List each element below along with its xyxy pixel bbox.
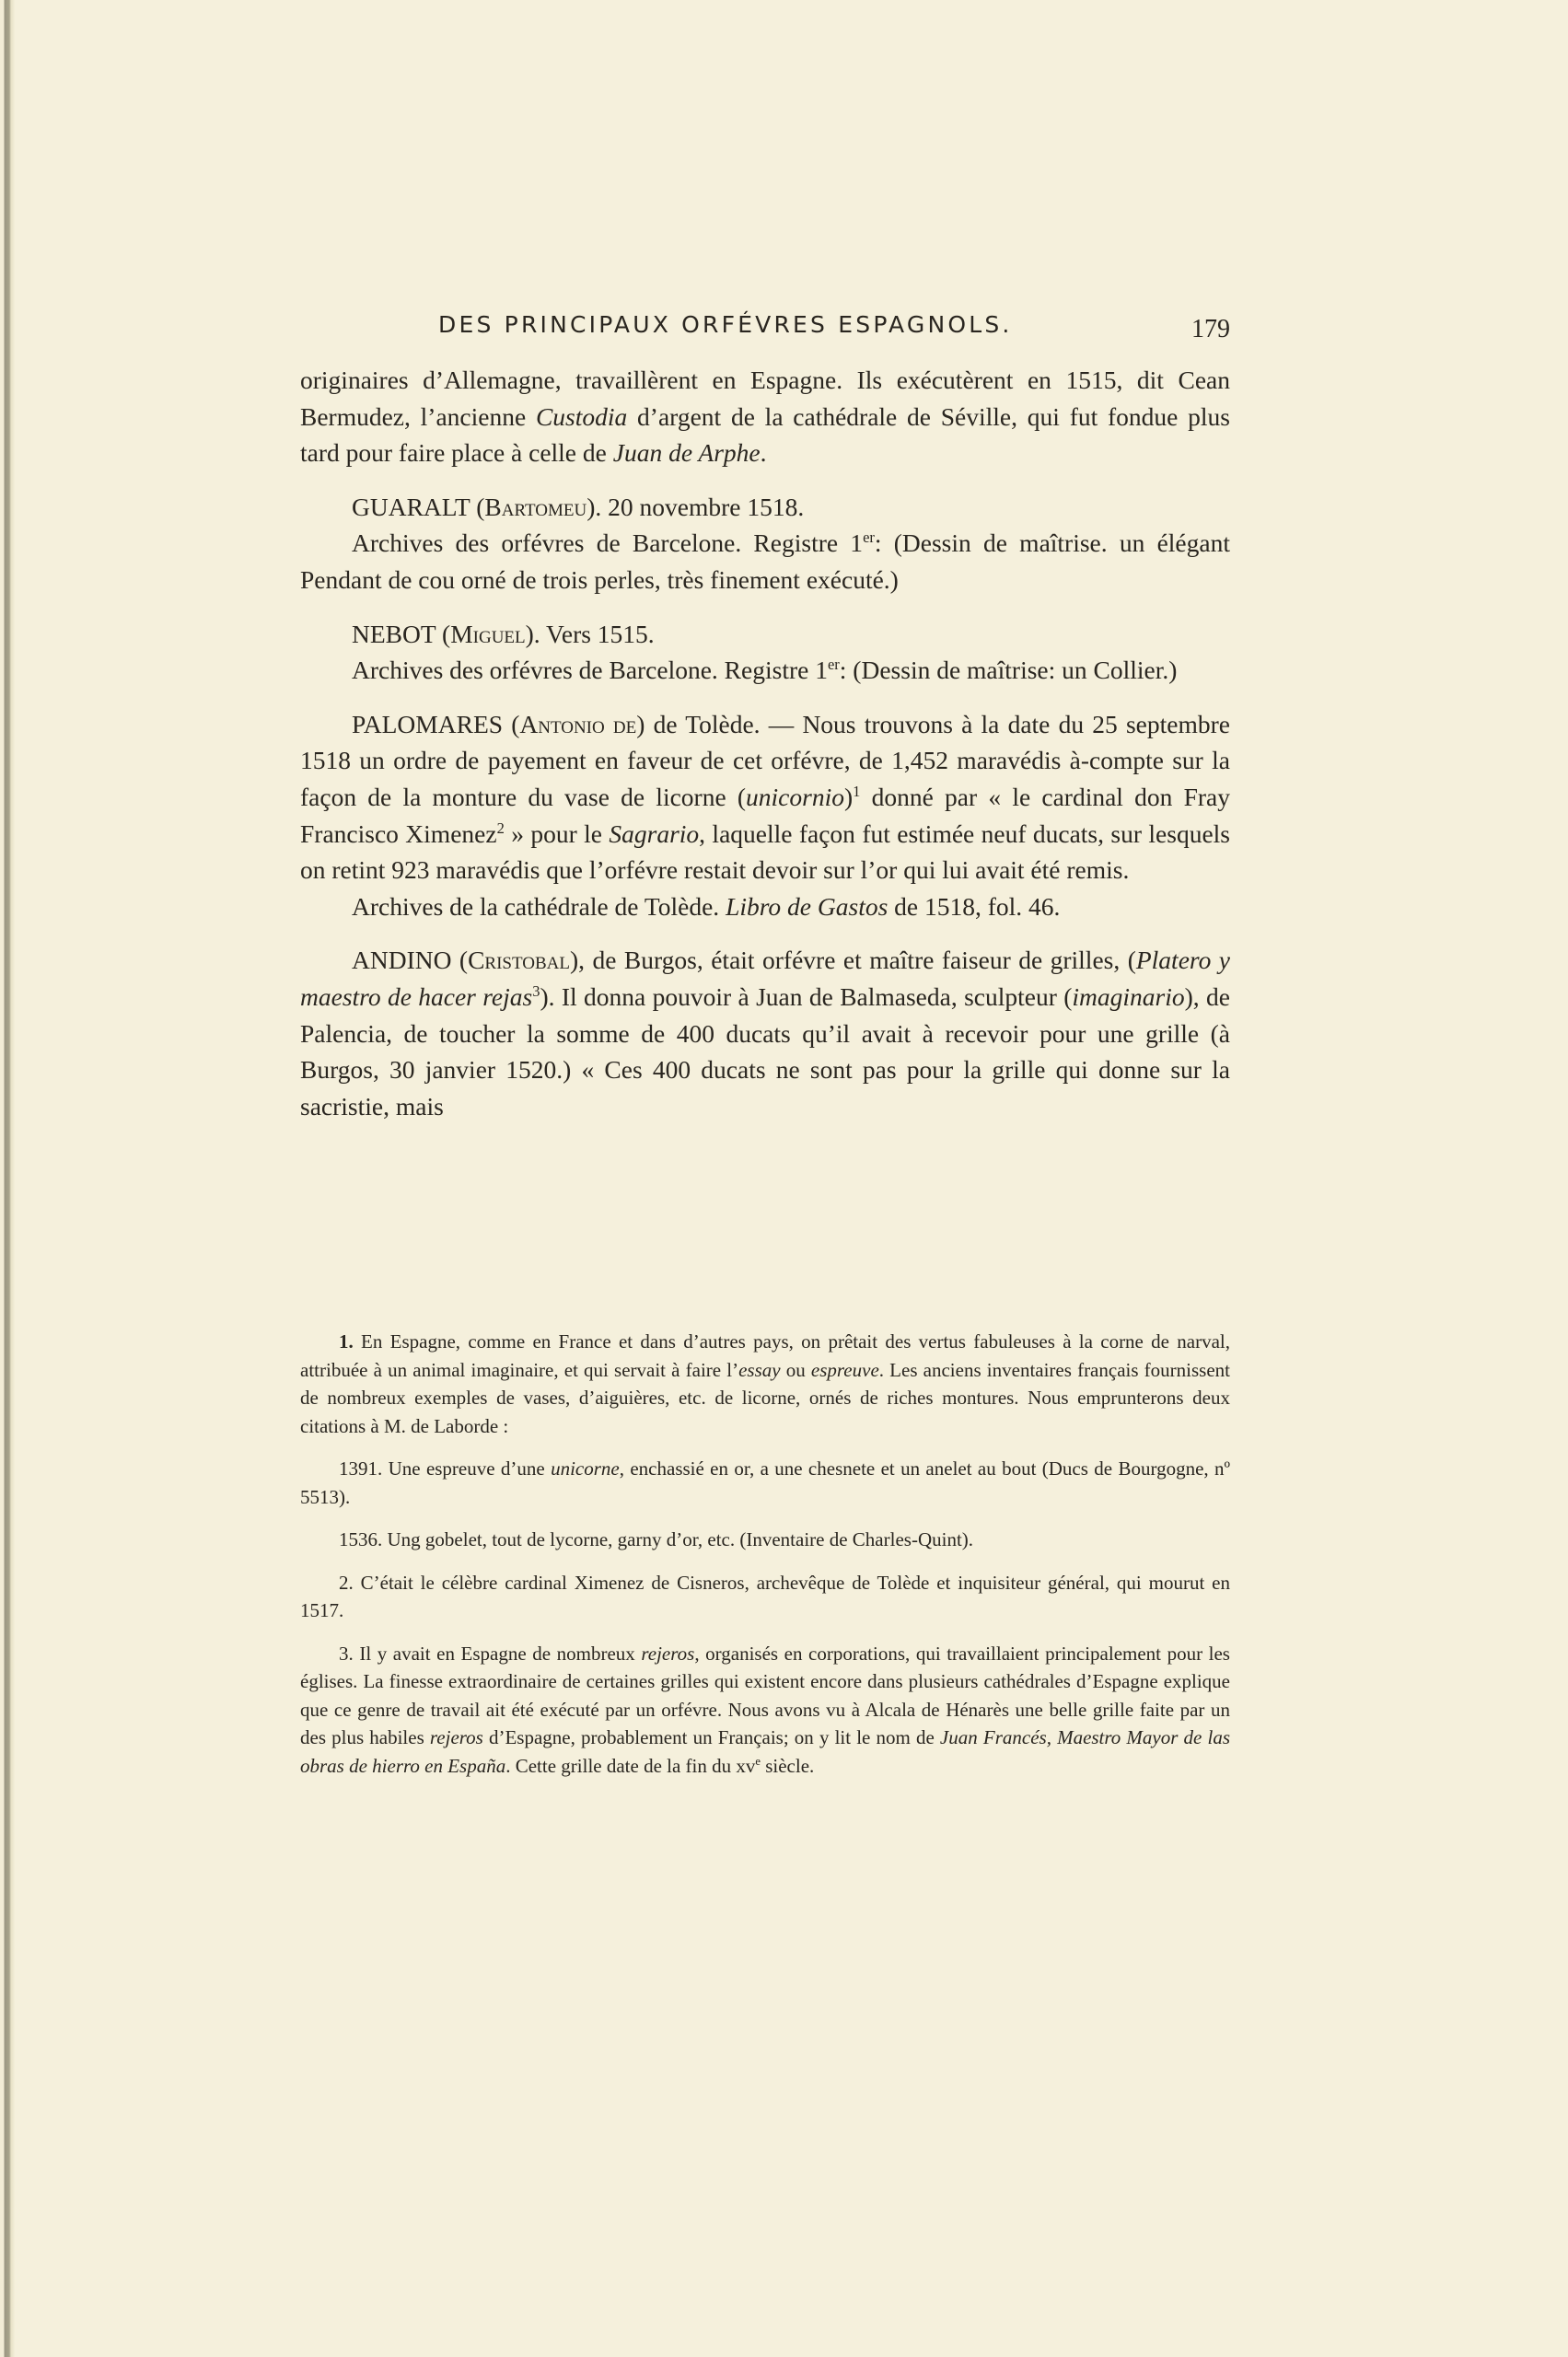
footnote-1-quote-1391: 1391. Une espreuve d’une unicorne, enchassié en or, a une chesnete et un anelet au bout (Ducs de Bourgogne, nº 5513). — [300, 1457, 1231, 1508]
entry-guaralt-archive: Archives des orfévres de Barcelone. Registre 1er: (Dessin de maîtrise. un élégant Pendant de cou orné de trois perles, très finement exécuté.) — [300, 528, 1230, 594]
entry-palomares: PALOMARES (Antonio de) de Tolède. — Nous trouvons à la date du 25 septembre 1518 un ordre de payement en faveur de cet orfévre, de 1,452 maravédis à-compte sur la façon de la monture du vase de licorne (unicornio)$^1$ donné par « le cardinal don Fray Francisco Ximenez$^2$ » pour le Sagrario, laquelle façon fut estimée neuf ducats, sur lesquels on retint 923 maravédis que l’orfévre restait devoir sur l’or qui lui avait été remis. — [300, 709, 1231, 885]
book-binding-edge — [0, 0, 15, 2357]
running-title: DES PRINCIPAUX ORFÉVRES ESPAGNOLS. — [438, 311, 1013, 338]
footnote-ref-2[interactable]: 2 — [496, 819, 505, 837]
paragraph-continuation: originaires d’Allemagne, travaillèrent en Espagne. Ils exécutèrent en 1515, dit Cean Bermudez, l’ancienne Custodia d’argent de la cathédrale de Séville, qui fut fondue plus tard pour faire place à celle de Juan de Arphe. — [300, 366, 1230, 468]
footnote-3: 3. Il y avait en Espagne de nombreux rejeros, organisés en corporations, qui travaillaient principalement pour les églises. La finesse extraordinaire de certaines grilles qui existent encore dans plusieurs cathédrales d’Espagne explique que ce genre de travail ait été exécuté par un orfévre. Nous avons vu à Alcala de Hénarès une belle grille faite par un des plus habiles rejeros d’Espagne, probablement un Français; on y lit le nom de Juan Francés, Maestro Mayor de las obras de hierro en España. Cette grille date de la fin du $xv^e$ siècle. — [300, 1642, 1230, 1777]
footnote-ref-3[interactable]: 3 — [532, 981, 540, 1000]
footnote-2: 2. C’était le célèbre cardinal Ximenez de Cisneros, archevêque de Tolède et inquisiteur général, qui mourut en 1517. — [300, 1571, 1230, 1621]
entry-nebot-heading: NEBOT (Miguel). Vers 1515. — [352, 619, 655, 648]
footnote-1: 1. En Espagne, comme en France et dans d’autres pays, on prêtait des vertus fabuleuses à la corne de narval, attribuée à un animal imaginaire, et qui servait à faire l’essay ou espreuve. Les anciens inventaires français fournissent de nombreux exemples de vases, d’aiguières, etc. de licorne, ornés de riches montures. Nous emprunterons deux citations à M. de Laborde : — [300, 1330, 1231, 1437]
page-number: 179 — [1191, 315, 1230, 343]
footnote-ref-1[interactable]: 1 — [853, 782, 861, 800]
main-text — [300, 362, 1230, 1124]
page-header — [300, 311, 1230, 348]
footnotes — [300, 1328, 1230, 1780]
footnote-1-quote-1536: 1536. Ung gobelet, tout de lycorne, garny d’or, etc. (Inventaire de Charles-Quint). — [339, 1528, 974, 1550]
entry-nebot-archive: Archives des orfévres de Barcelone. Registre 1er: (Dessin de maîtrise: un Collier.) — [352, 656, 1178, 685]
entry-guaralt-heading: GUARALT (Bartomeu). 20 novembre 1518. — [352, 492, 805, 521]
entry-andino: ANDINO (Cristobal), de Burgos, était orfévre et maître faiseur de grilles, (Platero y maestro de hacer rejas$^3$). Il donna pouvoir à Juan de Balmaseda, sculpteur (imaginario), de Palencia, de toucher la somme de 400 ducats qu’il avait à recevoir pour une grille (à Burgos, 30 janvier 1520.) « Ces 400 ducats ne sont pas pour la grille qui donne sur la sacristie, mais — [300, 946, 1230, 1120]
entry-palomares-archive: Archives de la cathédrale de Tolède. Libro de Gastos de 1518, fol. 46. — [352, 891, 1061, 921]
